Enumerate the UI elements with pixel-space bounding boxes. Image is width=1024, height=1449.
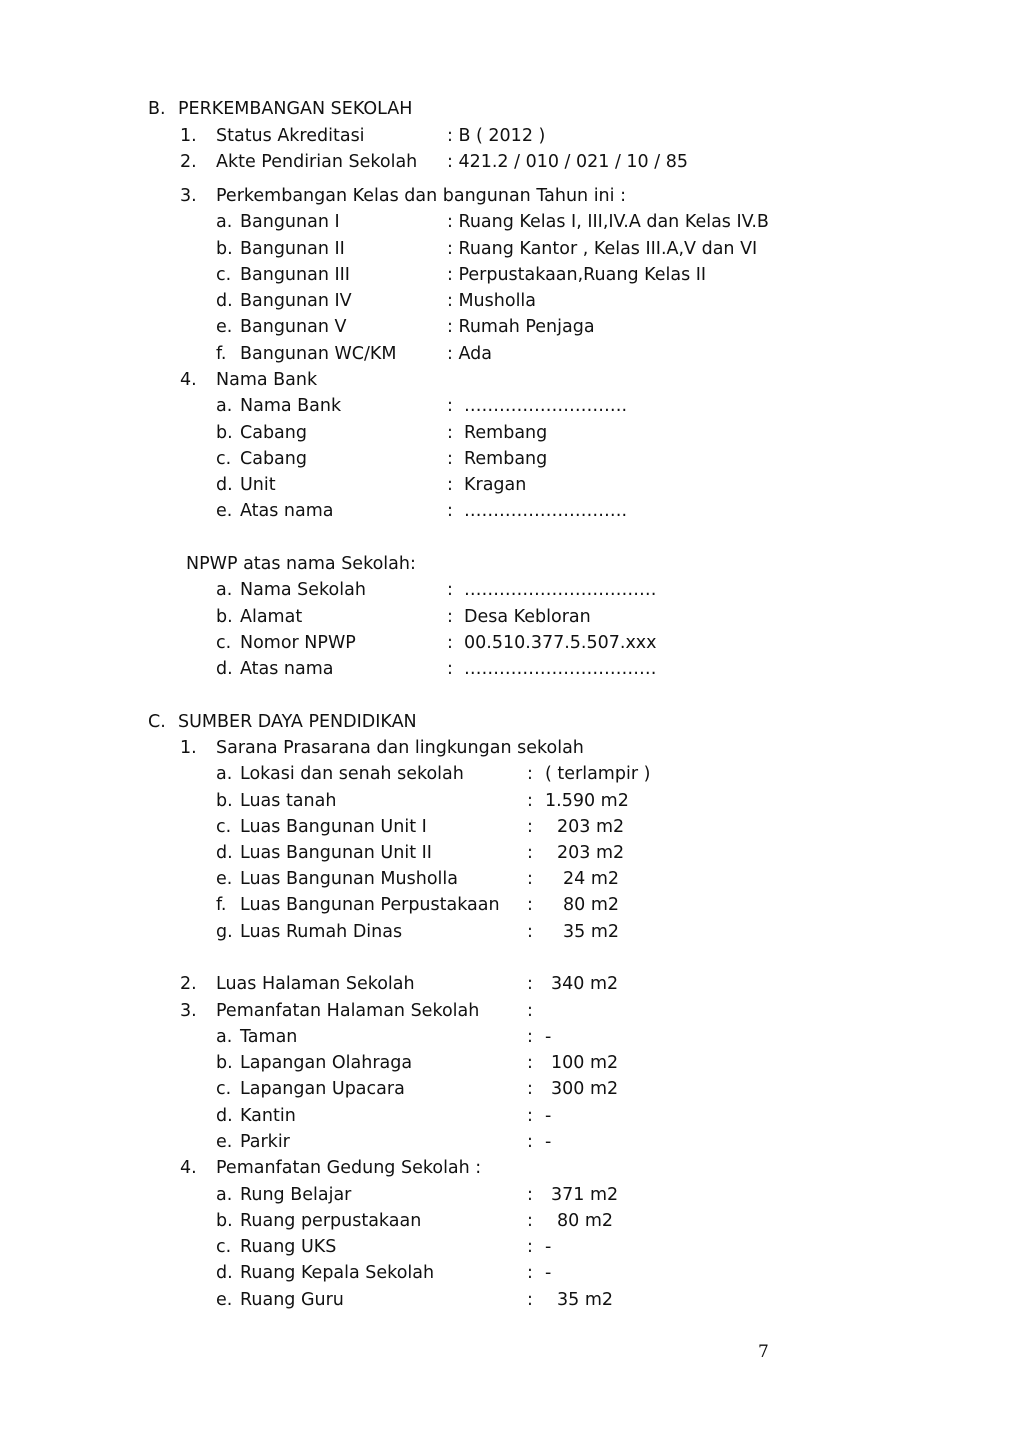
sub-letter: e. (216, 501, 233, 521)
field-value: 340 m2 (551, 974, 619, 994)
field-label: Ruang Kepala Sekolah (240, 1263, 435, 1283)
list-heading: Sarana Prasarana dan lingkungan sekolah (216, 738, 584, 758)
field-value: : Rumah Penjaga (447, 317, 595, 337)
field-label: Nomor NPWP (240, 633, 356, 653)
field-label: Status Akreditasi (216, 126, 365, 146)
sub-letter: e. (216, 869, 233, 889)
list-number: 1. (180, 738, 197, 758)
sub-letter: c. (216, 449, 232, 469)
field-value: : Desa Kebloran (447, 607, 591, 627)
sub-letter: d. (216, 291, 233, 311)
sub-letter: a. (216, 1185, 233, 1205)
field-value: : Ada (447, 344, 492, 364)
field-label: Nama Bank (240, 396, 342, 416)
sub-letter: a. (216, 1027, 233, 1047)
field-colon: : (527, 1132, 533, 1152)
field-value: : Ruang Kantor , Kelas III.A,V dan VI (447, 239, 758, 259)
field-value: : Perpustakaan,Ruang Kelas II (447, 265, 707, 285)
field-label: Ruang perpustakaan (240, 1211, 422, 1231)
field-value: 203 m2 (557, 817, 625, 837)
field-label: Atas nama (240, 659, 334, 679)
field-colon: : (527, 1053, 533, 1073)
field-label: Bangunan III (240, 265, 350, 285)
field-value: : B ( 2012 ) (447, 126, 546, 146)
field-value: - (545, 1027, 552, 1047)
field-label: Luas tanah (240, 791, 337, 811)
field-value: - (545, 1237, 552, 1257)
field-colon: : (527, 1290, 533, 1310)
field-value: ( terlampir ) (545, 764, 651, 784)
field-label: Cabang (240, 423, 307, 443)
sub-letter: b. (216, 423, 233, 443)
sub-letter: f. (216, 344, 227, 364)
field-label: Bangunan IV (240, 291, 352, 311)
field-value: 35 m2 (563, 922, 620, 942)
field-value: 1.590 m2 (545, 791, 629, 811)
field-label: Bangunan II (240, 239, 345, 259)
section-b-marker: B. (148, 99, 166, 119)
field-label: Bangunan WC/KM (240, 344, 397, 364)
sub-letter: d. (216, 475, 233, 495)
field-label: Lokasi dan senah sekolah (240, 764, 464, 784)
field-value: 300 m2 (551, 1079, 619, 1099)
field-colon: : (527, 791, 533, 811)
page-number: 7 (758, 1342, 769, 1362)
sub-letter: d. (216, 659, 233, 679)
field-value: : …………………………… (447, 659, 657, 679)
field-label: Taman (240, 1027, 298, 1047)
field-value: : ………………………. (447, 501, 628, 521)
list-heading: Perkembangan Kelas dan bangunan Tahun ini : (216, 186, 626, 206)
section-c-title: SUMBER DAYA PENDIDIKAN (178, 712, 417, 732)
field-value: - (545, 1106, 552, 1126)
sub-letter: a. (216, 764, 233, 784)
field-colon: : (527, 1027, 533, 1047)
field-colon: : (527, 922, 533, 942)
field-value: 24 m2 (563, 869, 620, 889)
sub-letter: d. (216, 1106, 233, 1126)
list-number: 3. (180, 186, 197, 206)
field-label: Cabang (240, 449, 307, 469)
sub-letter: e. (216, 317, 233, 337)
field-colon: : (527, 843, 533, 863)
field-value: - (545, 1132, 552, 1152)
field-value: 80 m2 (563, 895, 620, 915)
list-number: 2. (180, 974, 197, 994)
field-label: Nama Sekolah (240, 580, 366, 600)
sub-letter: d. (216, 1263, 233, 1283)
field-colon: : (527, 895, 533, 915)
list-number: 4. (180, 370, 197, 390)
field-value: 203 m2 (557, 843, 625, 863)
field-colon: : (527, 974, 533, 994)
sub-letter: b. (216, 1211, 233, 1231)
field-value: : …………………………… (447, 580, 657, 600)
field-label: Parkir (240, 1132, 290, 1152)
sub-letter: c. (216, 633, 232, 653)
field-colon: : (527, 1185, 533, 1205)
field-label: Lapangan Olahraga (240, 1053, 413, 1073)
field-value: : 00.510.377.5.507.xxx (447, 633, 657, 653)
sub-letter: c. (216, 265, 232, 285)
sub-letter: c. (216, 817, 232, 837)
sub-letter: a. (216, 580, 233, 600)
field-label: Rung Belajar (240, 1185, 352, 1205)
list-heading: Pemanfatan Gedung Sekolah : (216, 1158, 482, 1178)
sub-letter: c. (216, 1079, 232, 1099)
field-value: : Rembang (447, 449, 548, 469)
field-colon: : (527, 817, 533, 837)
field-value: : Kragan (447, 475, 527, 495)
field-value: : Rembang (447, 423, 548, 443)
field-label: Ruang UKS (240, 1237, 337, 1257)
field-label: Bangunan I (240, 212, 340, 232)
sub-letter: g. (216, 922, 233, 942)
sub-letter: b. (216, 1053, 233, 1073)
field-label: Unit (240, 475, 276, 495)
field-value: 80 m2 (557, 1211, 614, 1231)
sub-letter: f. (216, 895, 227, 915)
sub-letter: a. (216, 212, 233, 232)
field-value: - (545, 1263, 552, 1283)
field-colon: : (527, 1263, 533, 1283)
field-colon: : (527, 1079, 533, 1099)
field-label: Alamat (240, 607, 303, 627)
list-number: 1. (180, 126, 197, 146)
sub-letter: e. (216, 1132, 233, 1152)
field-label: Luas Bangunan Musholla (240, 869, 458, 889)
field-value: 100 m2 (551, 1053, 619, 1073)
field-value: : ………………………. (447, 396, 628, 416)
sub-letter: d. (216, 843, 233, 863)
field-colon: : (527, 1237, 533, 1257)
list-heading: Pemanfatan Halaman Sekolah (216, 1001, 480, 1021)
field-colon: : (527, 869, 533, 889)
section-b-title: PERKEMBANGAN SEKOLAH (178, 99, 413, 119)
field-label: Luas Bangunan Unit II (240, 843, 432, 863)
field-label: Akte Pendirian Sekolah (216, 152, 418, 172)
field-colon: : (527, 1001, 533, 1021)
field-label: Kantin (240, 1106, 296, 1126)
field-value: : 421.2 / 010 / 021 / 10 / 85 (447, 152, 688, 172)
sub-letter: a. (216, 396, 233, 416)
field-value: : Ruang Kelas I, III,IV.A dan Kelas IV.B (447, 212, 769, 232)
list-number: 3. (180, 1001, 197, 1021)
sub-letter: e. (216, 1290, 233, 1310)
field-label: Ruang Guru (240, 1290, 344, 1310)
sub-letter: b. (216, 239, 233, 259)
sub-letter: b. (216, 791, 233, 811)
field-value: 35 m2 (557, 1290, 614, 1310)
section-c-marker: C. (148, 712, 166, 732)
list-number: 4. (180, 1158, 197, 1178)
field-label: Luas Halaman Sekolah (216, 974, 415, 994)
field-label: Luas Rumah Dinas (240, 922, 403, 942)
list-number: 2. (180, 152, 197, 172)
field-label: Atas nama (240, 501, 334, 521)
field-value: : Musholla (447, 291, 537, 311)
field-colon: : (527, 1211, 533, 1231)
field-value: 371 m2 (551, 1185, 619, 1205)
field-label: Luas Bangunan Perpustakaan (240, 895, 500, 915)
field-label: Bangunan V (240, 317, 347, 337)
npwp-heading: NPWP atas nama Sekolah: (186, 554, 416, 574)
field-colon: : (527, 1106, 533, 1126)
sub-letter: c. (216, 1237, 232, 1257)
sub-letter: b. (216, 607, 233, 627)
field-colon: : (527, 764, 533, 784)
list-heading: Nama Bank (216, 370, 318, 390)
field-label: Lapangan Upacara (240, 1079, 405, 1099)
field-label: Luas Bangunan Unit I (240, 817, 427, 837)
